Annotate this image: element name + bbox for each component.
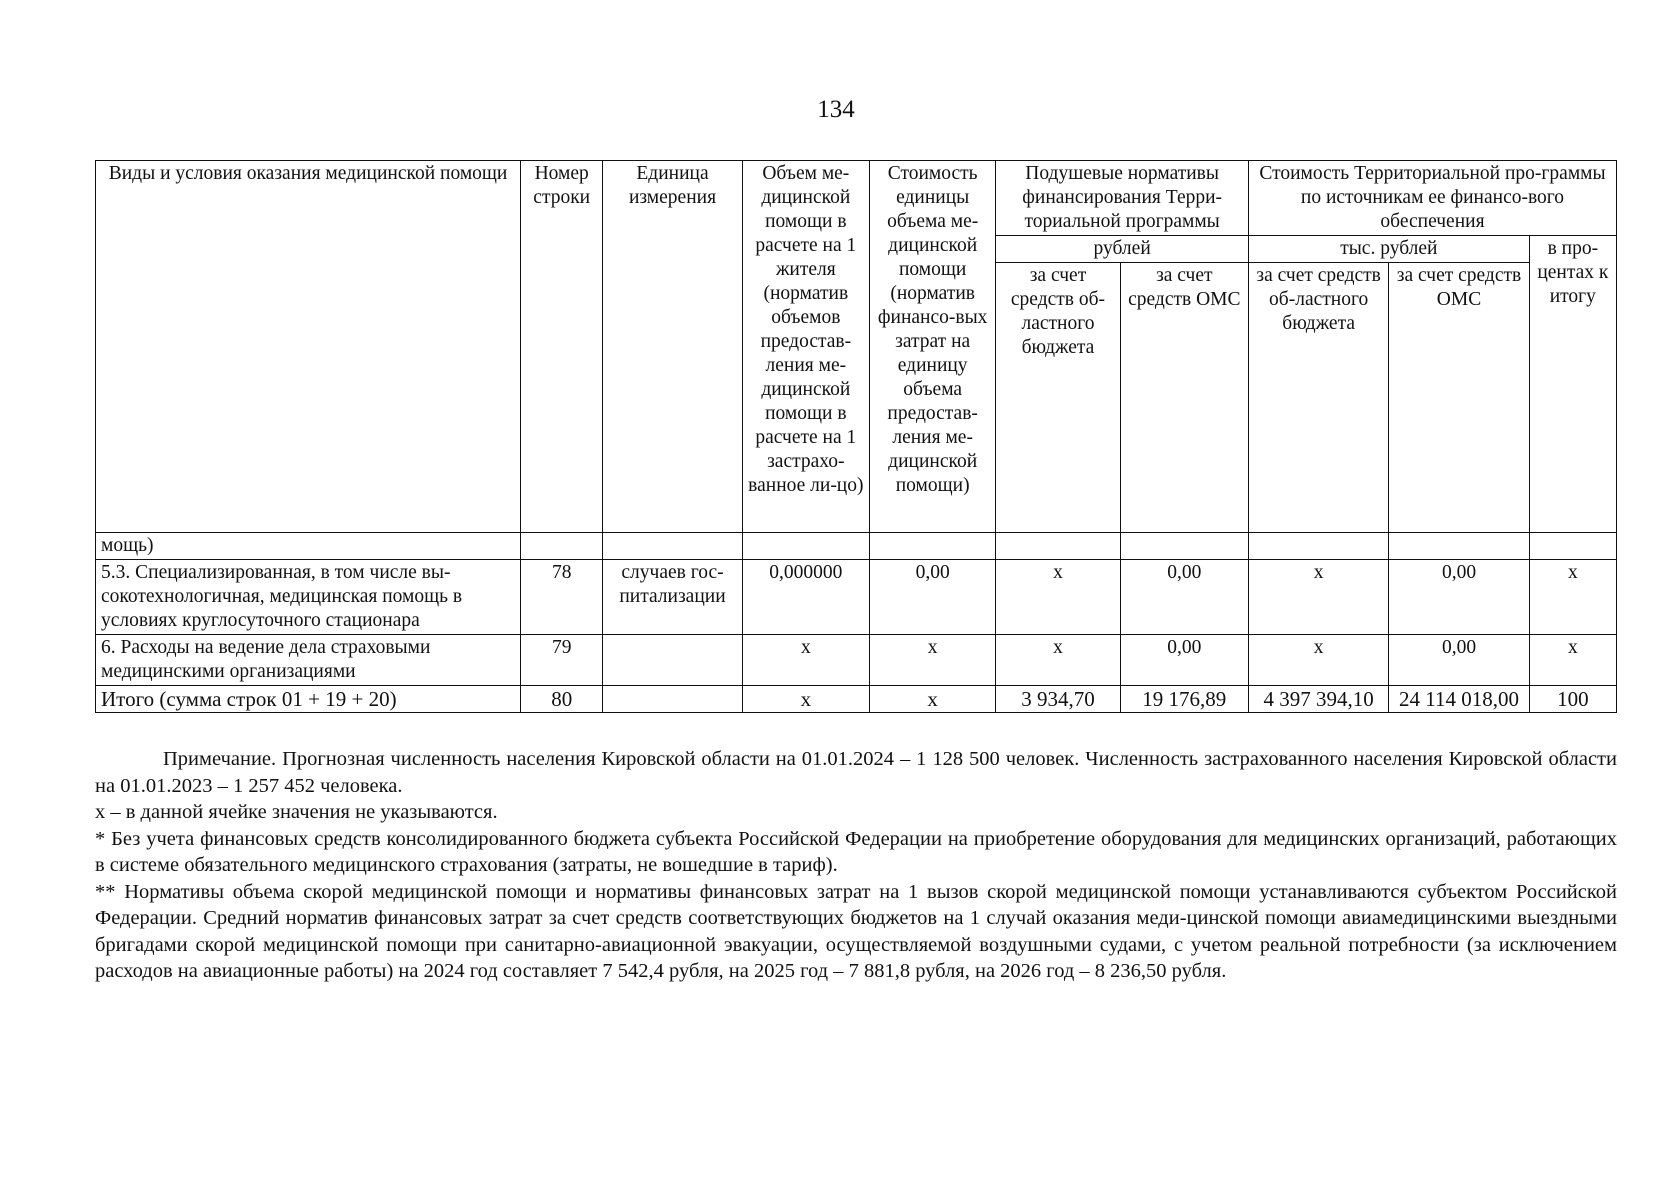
- cell-row-no: [521, 533, 603, 560]
- header-unit: Единица измерения: [603, 161, 742, 533]
- cell-row-no: 80: [521, 686, 603, 713]
- cell-pg-oms: 0,00: [1389, 560, 1529, 635]
- cell-pg-budget: [1248, 533, 1388, 560]
- header-regional-budget: за счет средств об-ластного бюджета: [996, 263, 1120, 533]
- cell-cost: 0,00: [870, 560, 996, 635]
- header-oms-funds-2: за счет средств ОМС: [1389, 263, 1529, 533]
- cell-unit: [603, 533, 742, 560]
- cell-volume: 0,000000: [742, 560, 869, 635]
- cell-pg-budget: х: [1248, 635, 1388, 686]
- cell-volume: х: [742, 686, 869, 713]
- cell-pc-oms: [1120, 533, 1248, 560]
- header-unit-cost: Стоимость единицы объема ме-дицинской помощи (норматив финансо-вых затрат на единицу объема предостав-ления ме-дицинской помощи): [870, 161, 996, 533]
- cell-row-no: 79: [521, 635, 603, 686]
- table-row-total: [96, 686, 1617, 713]
- cell-volume: [742, 533, 869, 560]
- cell-pc-budget: 3 934,70: [996, 686, 1120, 713]
- cell-cost: [870, 533, 996, 560]
- note-main: Примечание. Прогнозная численность населения Кировской области на 01.01.2024 – 1 128 500 человек. Численность застрахованного населения Кировской области на 01.01.2023 – 1 257 452 человека.: [95, 748, 1617, 797]
- header-program-cost: Стоимость Территориальной про-граммы по источникам ее финансо-вого обеспечения: [1248, 161, 1616, 236]
- header-unit-rub: рублей: [996, 236, 1249, 263]
- header-per-capita: Подушевые нормативы финансирования Терри-ториальной программы: [996, 161, 1249, 236]
- note-star: * Без учета финансовых средств консолидированного бюджета субъекта Российской Федерации на приобретение оборудования для медицинских организаций, работающих в системе обязательного медицинского страхования (затраты, не вошедшие в тариф).: [95, 827, 1617, 876]
- cell-pg-oms: 0,00: [1389, 635, 1529, 686]
- table-row: [96, 635, 1617, 686]
- notes-section: [95, 746, 1617, 985]
- header-volume: Объем ме-дицинской помощи в расчете на 1 жителя (норматив объемов предостав-ления ме-дицинской помощи в расчете на 1 застрахо-ванное ли-цо): [742, 161, 869, 533]
- cell-pg-budget: 4 397 394,10: [1248, 686, 1388, 713]
- header-pct-of-total: в про-центах к итогу: [1529, 236, 1616, 533]
- cell-name: 6. Расходы на ведение дела страховыми медицинскими организациями: [96, 635, 521, 686]
- table-row: [96, 560, 1617, 635]
- cell-pc-oms: 0,00: [1120, 560, 1248, 635]
- cell-pct: 100: [1529, 686, 1616, 713]
- cell-cost: х: [870, 635, 996, 686]
- table-row: [96, 533, 1617, 560]
- cell-name: мощь): [96, 533, 521, 560]
- header-type: Виды и условия оказания медицинской помощи: [96, 161, 521, 533]
- header-unit-thousand-rub: тыс. рублей: [1248, 236, 1529, 263]
- note-double-star: ** Нормативы объема скорой медицинской помощи и нормативы финансовых затрат на 1 вызов скорой медицинской помощи устанавливаются субъектом Российской Федерации. Средний норматив финансовых затрат за счет средств соответствующих бюджетов на 1 случай оказания меди-цинской помощи авиамедицинскими выездными бригадами скорой медицинской помощи при санитарно-авиационной эвакуации, осуществляемой воздушными судами, с учетом реальной потребности (за исключением расходов на авиационные работы) на 2024 год составляет 7 542,4 рубля, на 2025 год – 7 881,8 рубля, на 2026 год – 8 236,50 рубля.: [95, 880, 1617, 982]
- header-row-number: Номер строки: [521, 161, 603, 533]
- cell-pc-budget: х: [996, 560, 1120, 635]
- note-x: х – в данной ячейке значения не указываются.: [95, 801, 498, 823]
- cell-row-no: 78: [521, 560, 603, 635]
- header-oms-funds: за счет средств ОМС: [1120, 263, 1248, 533]
- cell-name: Итого (сумма строк 01 + 19 + 20): [96, 686, 521, 713]
- cell-pc-oms: 0,00: [1120, 635, 1248, 686]
- cell-pg-oms: 24 114 018,00: [1389, 686, 1529, 713]
- cell-pct: х: [1529, 635, 1616, 686]
- financing-table: [95, 160, 1617, 713]
- cell-pg-oms: [1389, 533, 1529, 560]
- page-number: 134: [817, 96, 855, 123]
- cell-pc-budget: [996, 533, 1120, 560]
- table-header-row-1: [96, 161, 1617, 236]
- cell-pct: [1529, 533, 1616, 560]
- cell-volume: х: [742, 635, 869, 686]
- cell-cost: х: [870, 686, 996, 713]
- cell-unit: случаев гос-питализации: [603, 560, 742, 635]
- cell-pg-budget: х: [1248, 560, 1388, 635]
- cell-unit: [603, 635, 742, 686]
- header-regional-budget-2: за счет средств об-ластного бюджета: [1248, 263, 1388, 533]
- cell-pct: х: [1529, 560, 1616, 635]
- cell-pc-budget: х: [996, 635, 1120, 686]
- cell-unit: [603, 686, 742, 713]
- cell-pc-oms: 19 176,89: [1120, 686, 1248, 713]
- cell-name: 5.3. Специализированная, в том числе вы-сокотехнологичная, медицинская помощь в условиях круглосуточного стационара: [96, 560, 521, 635]
